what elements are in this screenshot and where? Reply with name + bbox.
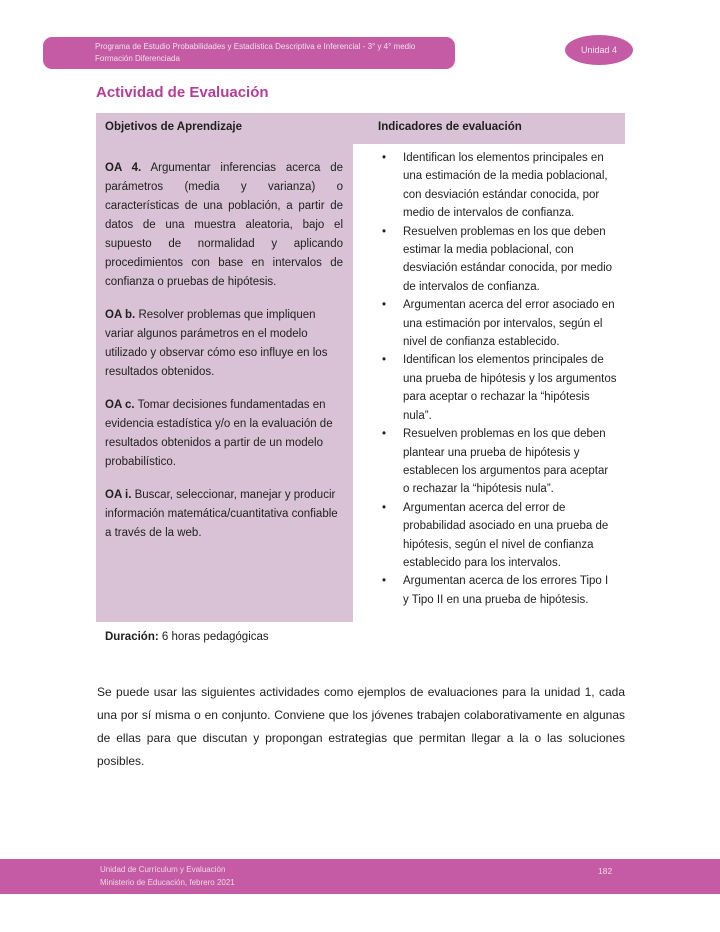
footer-org-line2: Ministerio de Educación, febrero 2021 xyxy=(100,877,235,887)
oa-label: OA i. xyxy=(105,489,132,501)
intro-paragraph: Se puede usar las siguientes actividades como ejemplos de evaluaciones para la unidad 1, cada una por sí misma o en conjunto. Conviene que los jóvenes trabajen colaborativamente en algunas de ellas para que discutan y propongan estrategias que permitan llegar a la o las soluciones posibles. xyxy=(97,685,625,768)
oa-paragraph xyxy=(105,159,343,292)
indicador-text: Argumentan acerca de los errores Tipo I y Tipo II en una prueba de hipótesis. xyxy=(403,575,609,606)
objetivos-column-header: Objetivos de Aprendizaje xyxy=(105,121,242,133)
oa-paragraph xyxy=(105,306,343,382)
page-number: 182 xyxy=(598,866,613,876)
oa-paragraph xyxy=(105,396,343,472)
duracion-line xyxy=(105,631,269,643)
indicador-item xyxy=(353,149,619,223)
program-title-line1: Programa de Estudio Probabilidades y Estadística Descriptiva e Inferencial - 3° y 4° medio xyxy=(95,42,416,51)
indicador-item xyxy=(353,223,619,297)
oa-label: OA c. xyxy=(105,399,135,411)
indicador-item xyxy=(353,296,619,351)
duracion-value: 6 horas pedagógicas xyxy=(158,631,269,643)
indicador-item xyxy=(353,425,619,499)
bullet-icon: • xyxy=(382,225,387,238)
table-body-row xyxy=(96,144,625,622)
footer-org-line1: Unidad de Currículum y Evaluación xyxy=(100,865,226,874)
bullet-icon: • xyxy=(382,299,387,312)
bullet-icon: • xyxy=(382,428,387,441)
bullet-icon: • xyxy=(382,575,387,588)
indicadores-column-header: Indicadores de evaluación xyxy=(378,121,522,133)
oa-label: OA 4. xyxy=(105,162,142,174)
indicador-item xyxy=(353,351,619,425)
unit-badge xyxy=(565,35,633,65)
bullet-icon: • xyxy=(382,501,387,514)
indicador-text: Resuelven problemas en los que deben plantear una prueba de hipótesis y establecen los argumentos para aceptar o rechazar la “hipótesis nula”. xyxy=(403,428,609,496)
oa-paragraph xyxy=(105,486,343,543)
unit-badge-label: Unidad 4 xyxy=(580,45,618,55)
oa-text: Resolver problemas que impliquen variar algunos parámetros en el modelo utilizado y observar cómo eso influye en los resultados obtenidos. xyxy=(105,309,328,378)
program-title-line2: Formación Diferenciada xyxy=(95,53,180,63)
oa-text: Buscar, seleccionar, manejar y producir información matemática/cuantitativa confiable a través de la web. xyxy=(105,489,338,539)
indicador-text: Identifican los elementos principales de una prueba de hipótesis y los argumentos para aceptar o rechazar la “hipótesis nula”. xyxy=(403,354,617,422)
indicador-text: Resuelven problemas en los que deben estimar la media poblacional, con desviación estándar conocida, por medio de intervalos de confianza. xyxy=(403,225,613,293)
indicador-item xyxy=(353,572,619,609)
indicador-text: Argumentan acerca del error asociado en una estimación por intervalos, según el nivel de confianza establecido. xyxy=(403,299,615,349)
indicadores-cell xyxy=(353,144,625,609)
indicador-text: Identifican los elementos principales en una estimación de la media poblacional, con desviación estándar conocida, por medio de intervalos de confianza. xyxy=(403,152,608,220)
oa-text: Argumentar inferencias acerca de parámetros (media y varianza) o características de una población, a partir de datos de una muestra aleatoria, bajo el supuesto de normalidad y aplicando procedimientos con base en intervalos de confianza o pruebas de hipótesis. xyxy=(105,162,344,288)
indicador-text: Argumentan acerca del error de probabilidad asociado en una prueba de hipótesis, según el nivel de confianza establecido para los intervalos. xyxy=(403,501,609,569)
objetivos-cell xyxy=(96,144,353,622)
evaluation-table xyxy=(96,113,625,622)
table-header-row xyxy=(96,113,625,144)
indicadores-list xyxy=(353,149,619,609)
bullet-icon: • xyxy=(382,354,387,367)
bullet-icon: • xyxy=(382,152,387,164)
indicador-item xyxy=(353,499,619,573)
oa-label: OA b. xyxy=(105,309,136,321)
duracion-label: Duración: xyxy=(105,631,159,643)
program-header-bar xyxy=(43,37,455,69)
oa-text: Tomar decisiones fundamentadas en evidencia estadística y/o en la evaluación de resultados obtenidos a partir de un modelo probabilístico. xyxy=(105,399,333,468)
page-title: Actividad de Evaluación xyxy=(96,84,269,101)
page-footer xyxy=(0,859,720,894)
